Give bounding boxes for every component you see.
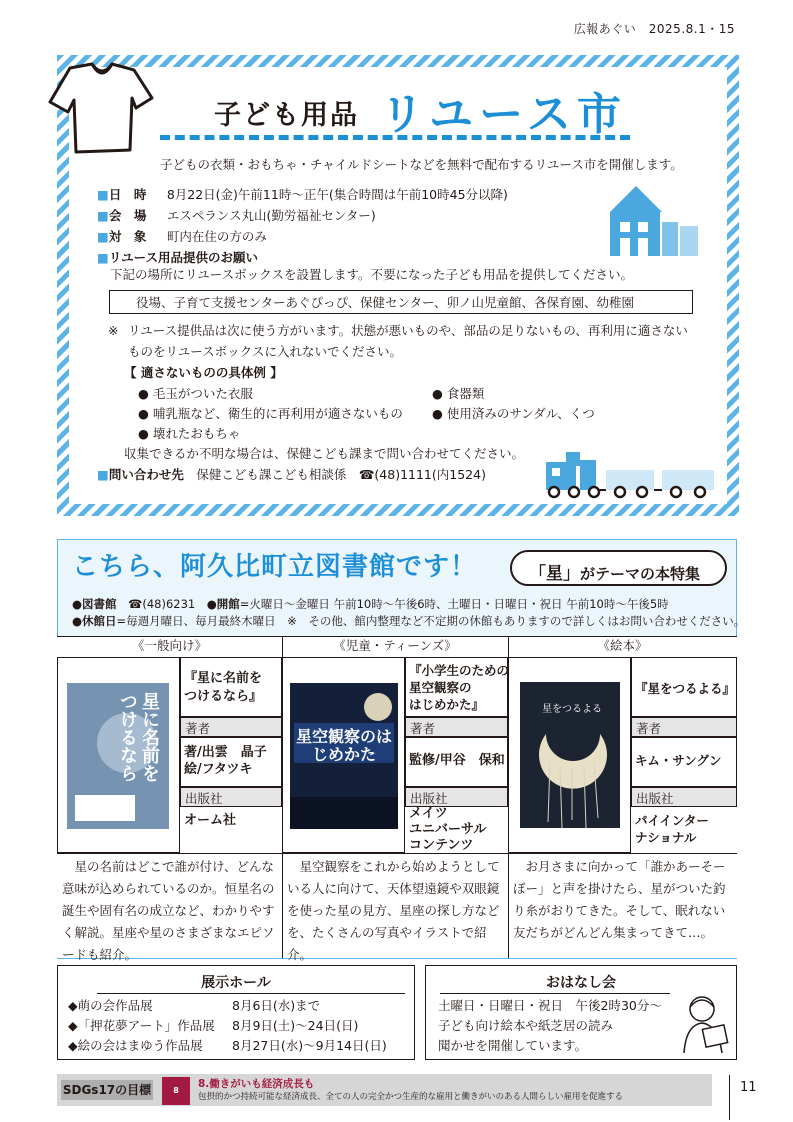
footer-divider — [729, 1075, 730, 1120]
page-number: 11 — [740, 1080, 757, 1095]
info-label: 会 場 — [108, 208, 147, 223]
author-value: 著/出雲 晶子 絵/フタツキ — [184, 745, 267, 777]
book-title: 『星に名前を つけるなら』 — [184, 671, 263, 704]
exhibit-item-date: 8月9日(土)〜24日(日) — [232, 1018, 359, 1033]
publisher-label: 出版社 — [631, 787, 737, 807]
feature-pill — [510, 550, 727, 586]
info-value: 8月22日(金)午前11時〜正午(集合時間は午前10時45分以降) — [166, 187, 508, 202]
publisher-label: 出版社 — [180, 787, 282, 807]
cover-title: 星をつるよる — [542, 704, 602, 715]
exhibit-item-name: ◆「押花夢アート」作品展 — [68, 1018, 215, 1033]
info-label: 対 象 — [108, 229, 147, 244]
author-label: 著者 — [405, 717, 508, 737]
exhibit-item-name: ◆絵の会はまゆう作品展 — [68, 1038, 203, 1053]
info-value: 町内在住の方のみ — [166, 229, 267, 244]
book-description: 星の名前はどこで誰が付け、どんな意味が込められているのか。恒星名の誕生や固有名の成立など、わかりやすく解説。星座や星のさまざまなエピソードも紹介。 — [62, 859, 275, 962]
book-description: お月さまに向かって「誰かあーそーぼー」と声を掛けたら、星がついた釣り糸がおりてきた。そして、眠れない友だちがどんどん集まってきて…。 — [513, 859, 726, 940]
library-info-1: ●図書館 ☎(48)6231 ●開館=火曜日〜金曜日 午前10時〜午後6時、土曜日・日曜日・祝日 午前10時〜午後5時 — [72, 597, 669, 611]
unclear-note: 収集できるか不明な場合は、保健こども課まで問い合わせてください。 — [124, 446, 525, 461]
feature-quote: 「星」 — [529, 564, 580, 584]
example-item: ● 壊れたおもちゃ — [138, 426, 241, 441]
examples-heading: 【 適さないものの具体例 】 — [124, 365, 283, 380]
feature-text: がテーマの本特集 — [580, 565, 701, 583]
title-underline — [160, 135, 630, 140]
exhibit-divider — [97, 993, 405, 994]
contact-row: ■問い合わせ先 保健こども課こども相談係 ☎(48)1111(内1524) — [97, 465, 486, 485]
request-text: 下記の場所にリユースボックスを設置します。不要になった子ども用品を提供してください。 — [110, 267, 634, 282]
storytime-divider — [440, 993, 670, 994]
author-value: キム・サングン — [635, 753, 722, 768]
reuse-title-small: 子ども用品 — [214, 100, 359, 131]
author-value: 監修/甲谷 保和 — [409, 753, 505, 768]
book-title: 『小学生のための 星空観察の はじめかた』 — [409, 663, 510, 712]
info-label: 日 時 — [108, 187, 147, 202]
cover-title: 星に名前をつけるなら — [117, 692, 160, 782]
book-title: 『星をつるよる』 — [635, 681, 736, 696]
info-row-target: ■対 象 町内在住の方のみ — [97, 226, 508, 247]
reuse-title-large: リユース市 — [380, 89, 627, 140]
library-title: こちら、阿久比町立図書館です！ — [72, 552, 478, 582]
reuse-intro: 子どもの衣類・おもちゃ・チャイルドシートなどを無料で配布するリユース市を開催します。 — [160, 157, 683, 172]
places-box: 役場、子育て支援センターあぐぴっぴ、保健センター、卯ノ山児童館、各保育園、幼稚園 — [109, 290, 693, 314]
publisher-value: オーム社 — [184, 813, 237, 828]
example-item: ● 食器類 — [432, 386, 485, 401]
example-item: ● 毛玉がついた衣服 — [138, 386, 253, 401]
cell-line — [57, 853, 282, 854]
cover-title: 星空観察のはじめかた — [295, 727, 392, 764]
note-line-2: ものをリユースボックスに入れないでください。 — [128, 344, 403, 359]
book-description: 星空観察をこれから始めようとしている人に向けて、天体望遠鏡や双眼鏡を使った星の見方、星座の探し方などを、たくさんの写真やイラストで紹介。 — [287, 859, 500, 962]
reader-illustration-icon — [676, 993, 732, 1055]
category-children: 《児童・ティーンズ》 — [333, 638, 457, 653]
publisher-value: メイツ ユニバーサル コンテンツ — [409, 806, 487, 853]
storytime-line: 子ども向け絵本や紙芝居の読み — [438, 1018, 614, 1033]
tshirt-icon — [40, 58, 160, 158]
note-line-1: リユース提供品は次に使う方がいます。状態が悪いものや、部品の足りないもの、再利用に適さない — [128, 323, 688, 338]
author-label: 著者 — [180, 717, 282, 737]
example-item: ● 使用済みのサンダル、くつ — [432, 406, 595, 421]
exhibit-item-name: ◆萌の会作品展 — [68, 998, 153, 1013]
storytime-line: 聞かせを開催しています。 — [438, 1038, 588, 1053]
sdgs-goal-desc: 包摂的かつ持続可能な経済成長、全ての人の完全かつ生産的な雇用と働きがいのある人間らしい雇用を促進する — [198, 1092, 624, 1102]
sdg-goal-8-icon: 8 — [162, 1077, 190, 1105]
library-info-2: ●休館日=毎週月曜日、毎月最終木曜日 ※ その他、館内整理など不定期の休館もありますので詳しくはお問い合わせください。 — [72, 614, 746, 628]
exhibit-item-date: 8月27日(水)〜9月14日(日) — [232, 1038, 387, 1053]
request-heading-row: ■リユース用品提供のお願い — [97, 247, 508, 268]
reuse-info-rows — [97, 184, 508, 268]
blocks-icon — [602, 182, 702, 262]
storytime-title: おはなし会 — [546, 975, 616, 991]
author-label: 著者 — [631, 717, 737, 737]
cell-line — [282, 853, 508, 854]
example-item: ● 哺乳瓶など、衛生的に再利用が適さないもの — [138, 406, 403, 421]
sdgs-label: SDGs17の目標 — [61, 1080, 153, 1100]
exhibit-title: 展示ホール — [201, 975, 271, 991]
exhibit-item-date: 8月6日(水)まで — [232, 998, 321, 1013]
publisher-value: パイインター ナショナル — [635, 813, 709, 845]
info-row-venue: ■会 場 エスペランス丸山(勤労福祉センター) — [97, 205, 508, 226]
note-mark: ※ — [108, 323, 119, 338]
request-heading: リユース用品提供のお願い — [108, 250, 258, 265]
info-row-date: ■日 時 8月22日(金)午前11時〜正午(集合時間は午前10時45分以降) — [97, 184, 508, 205]
publisher-label: 出版社 — [405, 787, 508, 807]
header-date: 広報あぐい 2025.8.1・15 — [573, 22, 735, 36]
category-general: 《一般向け》 — [131, 638, 207, 653]
contact-label: 問い合わせ先 — [108, 467, 184, 482]
storytime-line: 土曜日・日曜日・祝日 午後2時30分〜 — [438, 998, 662, 1013]
cell-line — [508, 853, 737, 854]
sdgs-goal: 8.働きがいも経済成長も — [198, 1078, 315, 1090]
contact-value: 保健こども課こども相談係 ☎(48)1111(内1524) — [196, 467, 486, 482]
train-icon — [540, 452, 718, 502]
info-value: エスペランス丸山(勤労福祉センター) — [166, 208, 376, 223]
category-picturebook: 《絵本》 — [597, 638, 648, 653]
